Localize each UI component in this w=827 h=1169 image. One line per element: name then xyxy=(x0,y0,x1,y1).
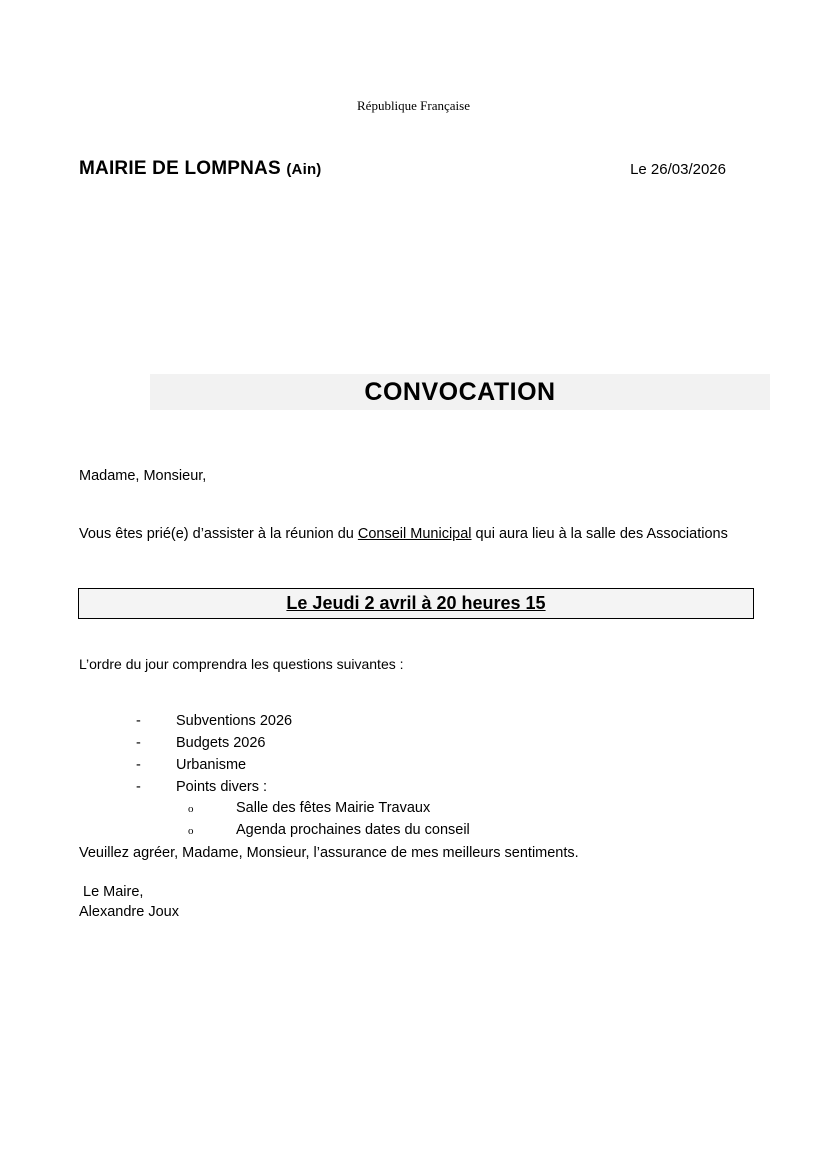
list-item xyxy=(136,756,736,775)
agenda-intro: L’ordre du jour comprendra les questions suivantes : xyxy=(79,656,404,672)
list-item-label: Urbanisme xyxy=(176,756,247,773)
mairie-title xyxy=(79,158,322,180)
mairie-name: MAIRIE DE LOMPNAS xyxy=(79,158,281,179)
signature-block xyxy=(79,882,179,923)
list-marker: - xyxy=(136,778,141,795)
list-item xyxy=(188,799,736,818)
list-item-label: Agenda prochaines dates du conseil xyxy=(236,822,470,839)
list-marker: - xyxy=(136,734,141,751)
closing-paragraph: Veuillez agréer, Madame, Monsieur, l’assurance de mes meilleurs sentiments. xyxy=(79,845,579,861)
list-item-label: Salle des fêtes Mairie Travaux xyxy=(236,800,431,817)
intro-text-before: Vous êtes prié(e) d’assister à la réunion du xyxy=(79,526,358,542)
meeting-datetime: Le Jeudi 2 avril à 20 heures 15 xyxy=(286,593,546,613)
agenda-list xyxy=(136,712,736,843)
republic-header: République Française xyxy=(357,98,470,113)
convocation-title-band xyxy=(150,374,770,410)
list-marker: - xyxy=(136,756,141,773)
intro-council-link: Conseil Municipal xyxy=(357,526,472,542)
intro-text-after: qui aura lieu à la salle des Associations xyxy=(471,526,728,542)
letter-date: Le 26/03/2026 xyxy=(630,161,726,178)
salutation: Madame, Monsieur, xyxy=(79,468,207,484)
list-item xyxy=(136,734,736,753)
list-item xyxy=(188,821,736,840)
list-item xyxy=(136,778,736,797)
intro-paragraph xyxy=(79,524,769,544)
page-title: CONVOCATION xyxy=(364,377,556,406)
list-item-label: Budgets 2026 xyxy=(176,734,266,751)
mairie-department: (Ain) xyxy=(286,161,322,178)
list-marker: o xyxy=(188,803,194,816)
meeting-datetime-box xyxy=(78,588,754,619)
list-item xyxy=(136,712,736,731)
signature-role: Le Maire, xyxy=(83,884,144,900)
list-item-label: Points divers : xyxy=(176,778,268,795)
list-marker: o xyxy=(188,825,194,838)
letterhead-row xyxy=(79,158,726,180)
list-marker: - xyxy=(136,713,141,729)
list-item-label: Subventions 2026 xyxy=(176,713,293,729)
signature-name: Alexandre Joux xyxy=(79,904,179,921)
